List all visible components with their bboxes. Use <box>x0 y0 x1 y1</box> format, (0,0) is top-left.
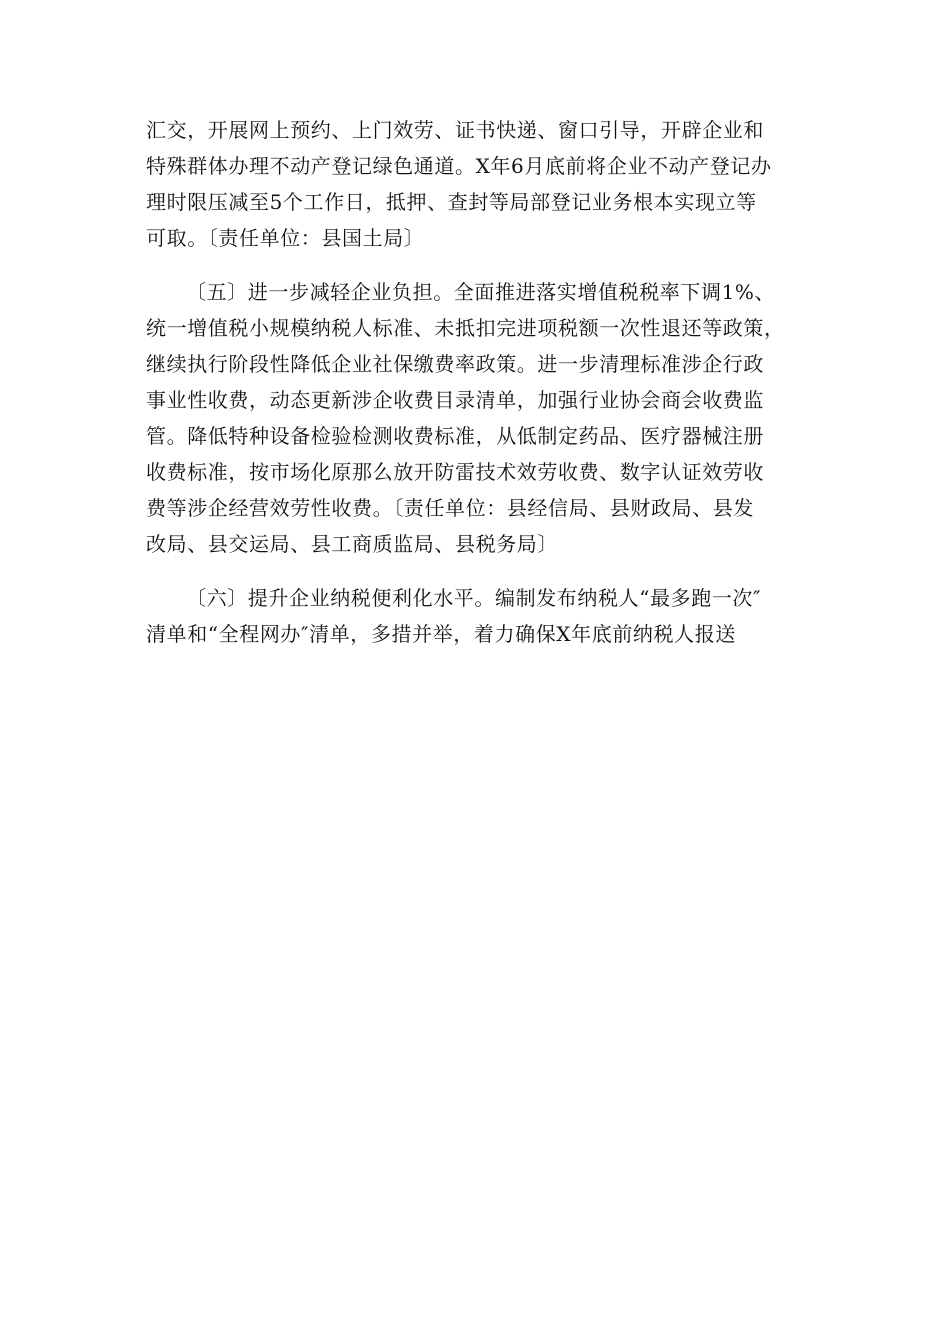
text-line: 收费标准，按市场化原那么放开防雷技术效劳收费、数字认证效劳收 <box>146 460 764 484</box>
text-line: 费等涉企经营效劳性收费。〔责任单位：县经信局、县财政局、县发 <box>146 496 754 520</box>
paragraph-continued <box>146 112 806 256</box>
text-line: 可取。〔责任单位：县国土局〕 <box>146 226 425 250</box>
document-page <box>146 112 806 652</box>
text-line: 事业性收费，动态更新涉企收费目录清单，加强行业协会商会收费监 <box>146 388 764 412</box>
paragraph-six <box>146 580 806 652</box>
text-line: 统一增值税小规模纳税人标准、未抵扣完进项税额一次性退还等政策， <box>146 316 785 340</box>
text-line: 继续执行阶段性降低企业社保缴费率政策。进一步清理标准涉企行政 <box>146 352 764 376</box>
paragraph-five <box>146 274 806 562</box>
text-line: 特殊群体办理不动产登记绿色通道。X年6月底前将企业不动产登记办 <box>146 154 772 178</box>
text-line: 〔六〕提升企业纳税便利化水平。编制发布纳税人“最多跑一次″ <box>186 586 762 610</box>
text-line: 〔五〕进一步减轻企业负担。全面推进落实增值税税率下调1%、 <box>186 280 776 304</box>
text-line: 管。降低特种设备检验检测收费标准，从低制定药品、医疗器械注册 <box>146 424 764 448</box>
text-line: 清单和“全程网办″清单，多措并举，着力确保X年底前纳税人报送 <box>146 622 736 646</box>
text-line: 汇交，开展网上预约、上门效劳、证书快递、窗口引导，开辟企业和 <box>146 118 764 142</box>
text-line: 改局、县交运局、县工商质监局、县税务局〕 <box>146 532 558 556</box>
text-line: 理时限压减至5个工作日，抵押、查封等局部登记业务根本实现立等 <box>146 190 757 214</box>
